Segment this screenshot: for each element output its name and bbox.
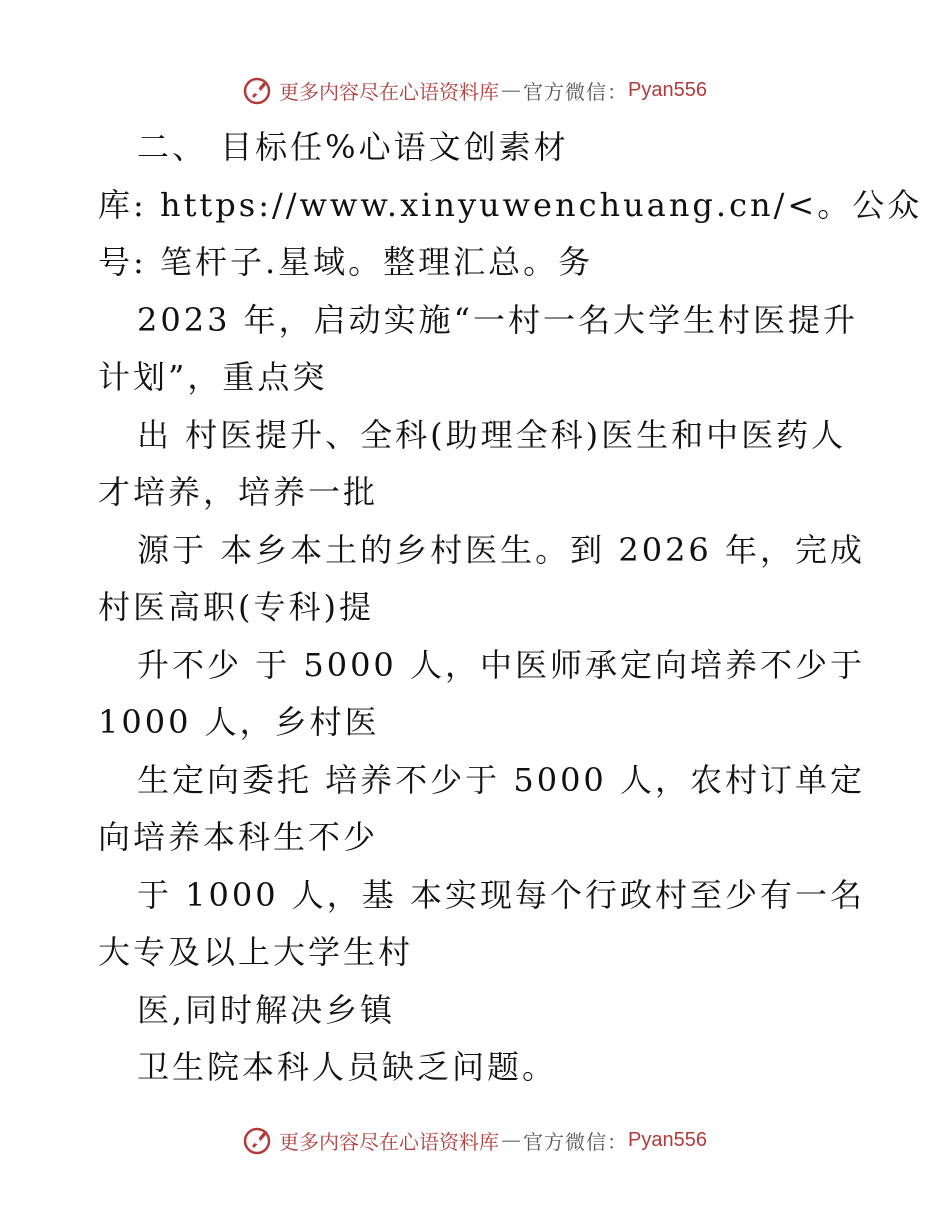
banner-contact-account: Pyan556 — [628, 78, 707, 101]
banner-dash: — — [501, 1128, 522, 1152]
footer-watermark-banner — [0, 1123, 950, 1157]
body-text-line: 卫生院本科人员缺乏问题。 — [137, 1048, 558, 1086]
body-text-line: 医,同时解决乡镇 — [137, 990, 396, 1029]
quill-pen-logo-icon — [243, 75, 273, 105]
body-text-line: 才培养，培养一批 — [98, 473, 379, 511]
body-text-line: 二、 目标任%心语文创素材 — [137, 128, 569, 166]
body-text-line: 升不少 于 5000 人，中医师承定向培养不少于 — [137, 645, 865, 684]
header-watermark-banner — [0, 73, 950, 107]
banner-contact-label: 官方微信： — [523, 1129, 629, 1154]
body-text-line: 大专及以上大学生村 — [98, 933, 414, 971]
body-text-line: 生定向委托 培养不少于 5000 人，农村订单定 — [137, 760, 865, 799]
body-text-line: 村医高职(专科)提 — [98, 588, 374, 626]
banner-contact-label: 官方微信： — [523, 79, 629, 104]
body-text-line: 2023 年，启动实施“一村一名大学生村医提升 — [137, 300, 858, 339]
body-text-line: 源于 本乡本土的乡村医生。到 2026 年，完成 — [137, 530, 865, 569]
document-body — [98, 119, 923, 1097]
banner-site-text: 更多内容尽在心语资料库 — [279, 79, 500, 104]
banner-contact-account: Pyan556 — [628, 1128, 707, 1151]
body-text-line: 库: https://www.xinyuwenchuang.cn/<。公众 — [98, 185, 923, 224]
body-text-line: 号: 笔杆子.星域。整理汇总。务 — [98, 243, 594, 281]
body-text-line: 出 村医提升、全科(助理全科)医生和中医药人 — [137, 415, 847, 454]
body-text-line: 向培养本科生不少 — [98, 818, 379, 856]
body-text-line: 计划”，重点突 — [98, 358, 328, 396]
body-text-line: 于 1000 人，基 本实现每个行政村至少有一名 — [137, 875, 865, 914]
banner-dash: — — [501, 78, 522, 102]
quill-pen-logo-icon — [243, 1125, 273, 1155]
banner-site-text: 更多内容尽在心语资料库 — [279, 1129, 500, 1154]
body-text-line: 1000 人，乡村医 — [98, 703, 380, 741]
